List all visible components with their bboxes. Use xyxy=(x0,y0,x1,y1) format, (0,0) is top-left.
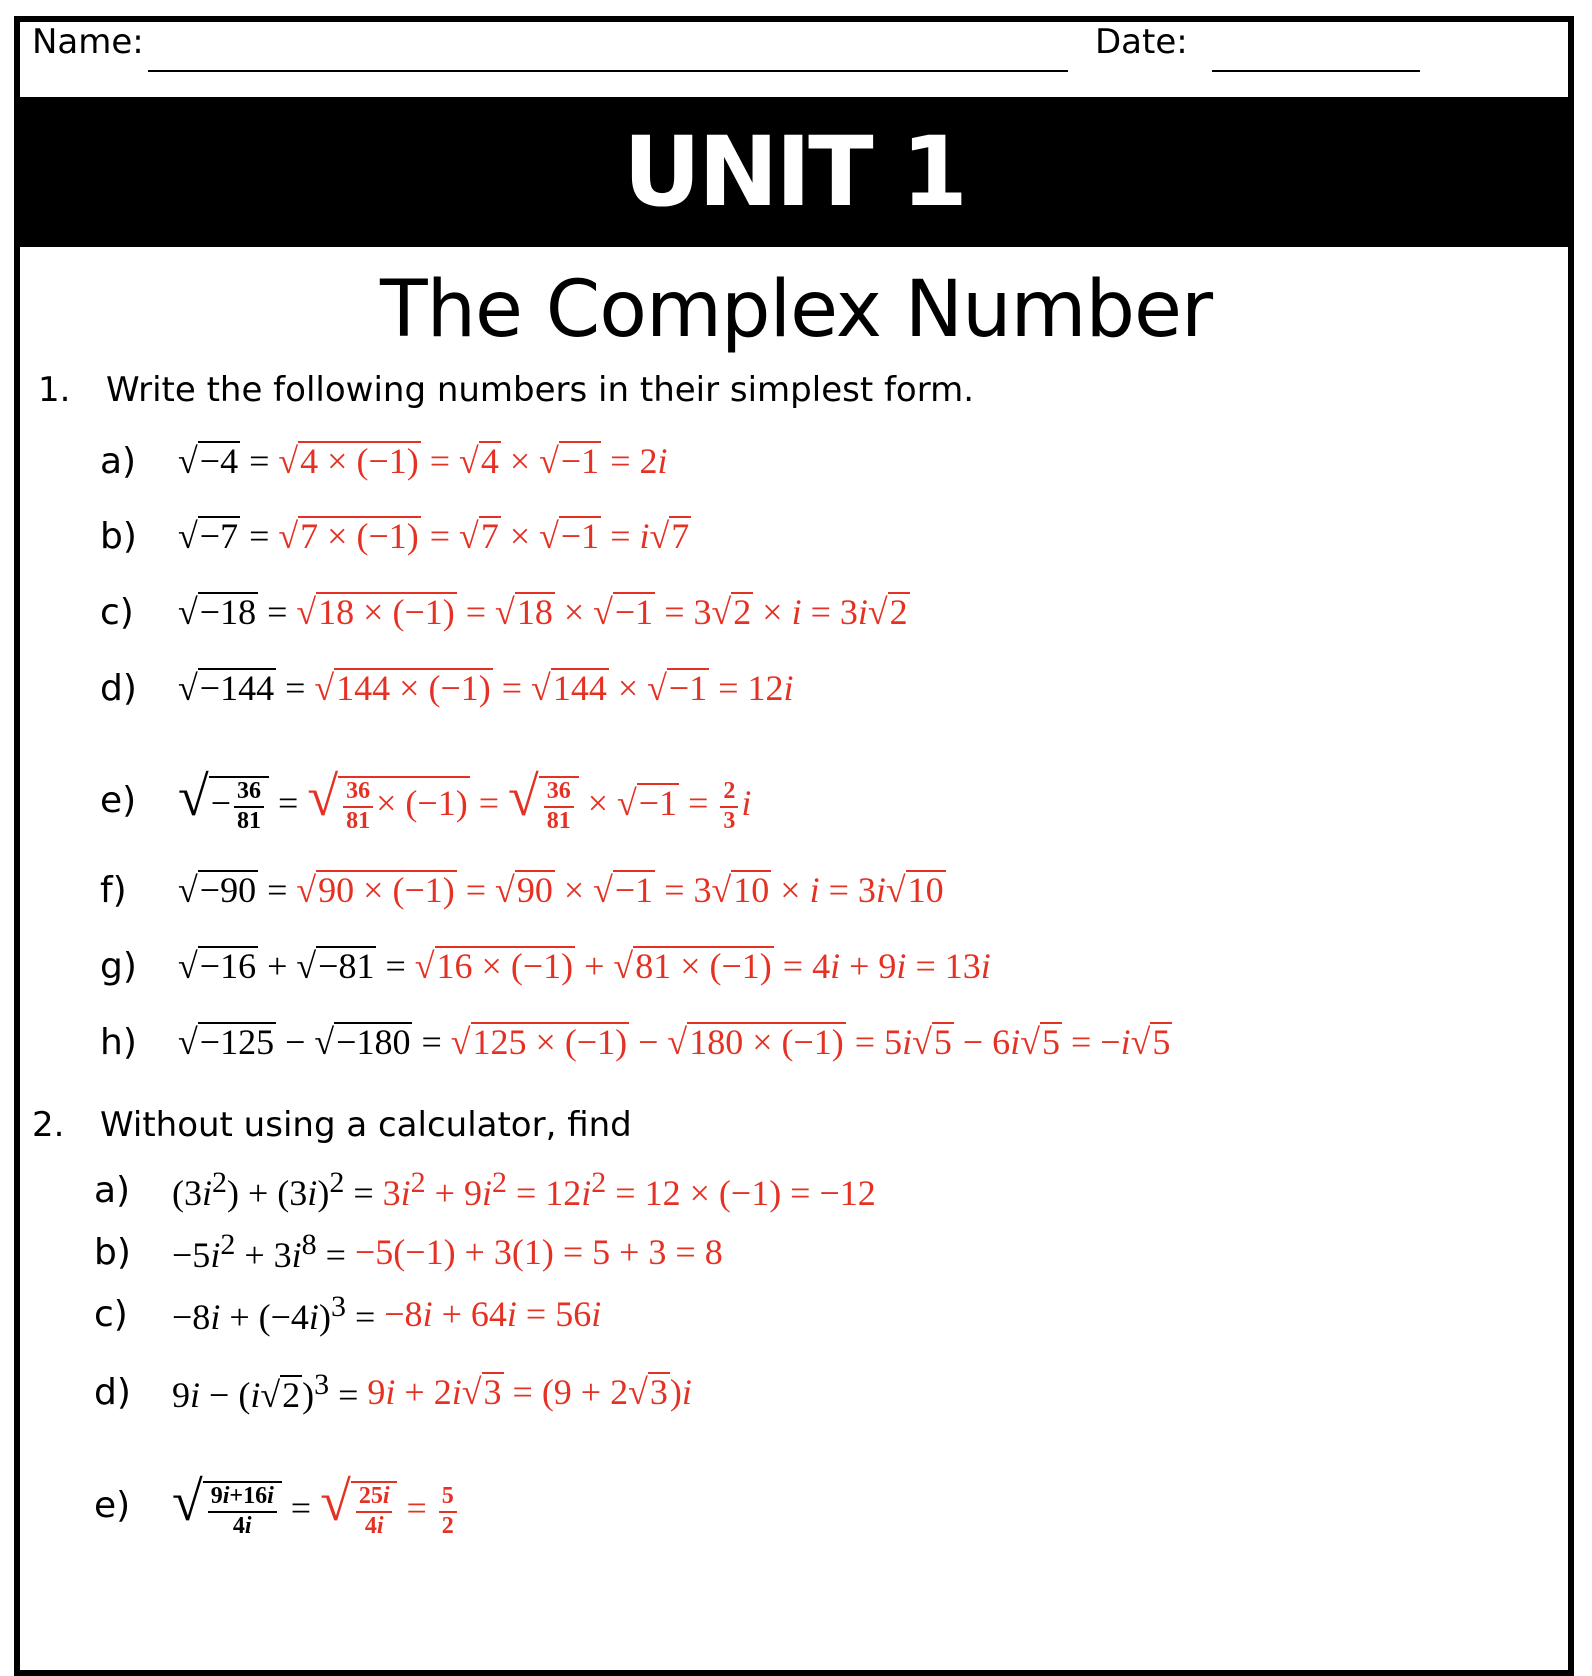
q1-item-d xyxy=(100,667,794,709)
name-label: Name: xyxy=(32,22,144,62)
item-question: √−18 = xyxy=(178,592,297,632)
q1-item-c xyxy=(100,591,910,633)
item-answer: √ $\frac{36}{81}$ × (−1) = √ $\frac{36}{81}$ × √−1 = $\frac{2}{3}$ i xyxy=(307,766,752,834)
item-answer: √7 × (−1) = √7 × √−1 = i√7 xyxy=(278,516,690,556)
item-question: $9i - (i√2)^3$ = xyxy=(172,1368,368,1415)
item-label: g) xyxy=(100,945,137,987)
q1-item-h xyxy=(100,1021,1172,1063)
item-label: e) xyxy=(100,779,137,821)
unit-title: UNIT 1 xyxy=(623,116,965,228)
q1-item-a xyxy=(100,440,668,482)
item-question: √−7 = xyxy=(178,516,279,556)
item-question: √− $\frac{36}{81}$ = xyxy=(178,766,308,834)
item-question: $-5i^2 + 3i^8$ = xyxy=(172,1228,355,1275)
item-question: $-8i + (-4i)^3$ = xyxy=(172,1290,385,1337)
item-label: h) xyxy=(100,1021,137,1063)
item-question: √−125 − √−180 = xyxy=(178,1022,451,1062)
item-answer: √18 × (−1) = √18 × √−1 = 3√2 × i = 3i√2 xyxy=(296,592,908,632)
unit-banner xyxy=(14,97,1574,247)
item-answer: √90 × (−1) = √90 × √−1 = 3√10 × i = 3i√10 xyxy=(296,870,944,910)
item-answer: √4 × (−1) = √4 × √−1 = 2i xyxy=(278,441,668,481)
q2-number: 2. xyxy=(32,1105,65,1145)
item-answer: √ $\frac{25i}{4i}$ = $\frac{5}{2}$ xyxy=(320,1470,460,1540)
item-answer: √144 × (−1) = √144 × √−1 = 12i xyxy=(314,668,794,708)
q2-item-a xyxy=(94,1166,876,1214)
q1-number: 1. xyxy=(38,370,71,410)
q1-prompt: Write the following numbers in their simplest form. xyxy=(106,370,975,410)
name-line[interactable] xyxy=(148,70,1068,72)
item-answer: √125 × (−1) − √180 × (−1) = 5i√5 − 6i√5 = −i√5 xyxy=(450,1022,1171,1062)
item-answer: −5(−1) + 3(1) = 5 + 3 = 8 xyxy=(354,1232,723,1272)
q1-item-g xyxy=(100,945,991,987)
item-answer: 9i + 2i√3 = (9 + 2√3)i xyxy=(367,1372,692,1412)
item-question: √ $\frac{9i+16i}{4i}$ = xyxy=(172,1471,321,1539)
q2-item-d xyxy=(94,1368,692,1416)
q2-item-b xyxy=(94,1228,723,1276)
item-answer: √16 × (−1) + √81 × (−1) = 4i + 9i = 13i xyxy=(414,946,991,986)
item-answer: −8i + 64i = 56i xyxy=(384,1294,602,1334)
item-question: √−16 + √−81 = xyxy=(178,946,415,986)
item-label: a) xyxy=(100,440,137,482)
q2-item-c xyxy=(94,1290,601,1338)
q2-prompt: Without using a calculator, find xyxy=(100,1105,632,1145)
item-label: c) xyxy=(100,591,134,633)
item-question: $(3i^2) + (3i)^2$ = xyxy=(172,1166,383,1213)
item-label: d) xyxy=(100,667,137,709)
item-label: c) xyxy=(94,1293,128,1335)
item-label: d) xyxy=(94,1371,131,1413)
q1-item-b xyxy=(100,515,691,557)
page-title: The Complex Number xyxy=(379,265,1213,355)
item-label: e) xyxy=(94,1484,131,1526)
q1-item-f xyxy=(100,869,946,911)
item-answer: $3i^2 + 9i^2 = 12i^2 = 12 \times (-1) = -12$ xyxy=(382,1166,876,1213)
item-question: √−144 = xyxy=(178,668,315,708)
q2-item-e xyxy=(94,1470,460,1540)
item-label: a) xyxy=(94,1169,131,1211)
item-question: √−90 = xyxy=(178,870,297,910)
item-label: b) xyxy=(100,515,137,557)
date-line[interactable] xyxy=(1212,70,1420,72)
q1-item-e xyxy=(100,765,751,835)
item-label: f) xyxy=(100,869,127,911)
item-label: b) xyxy=(94,1231,131,1273)
item-question: √−4 = xyxy=(178,441,279,481)
date-label: Date: xyxy=(1095,22,1188,62)
